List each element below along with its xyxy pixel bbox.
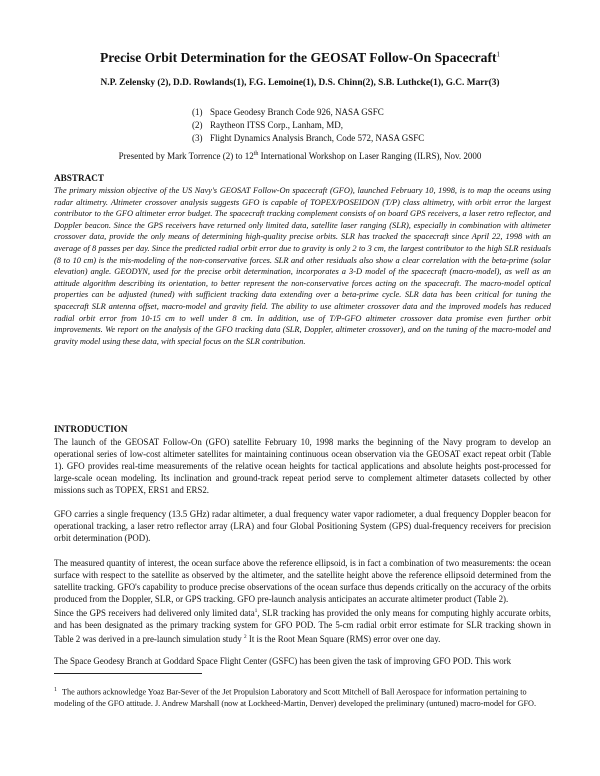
footnote-reference: 1 bbox=[254, 608, 258, 614]
paragraph: GFO carries a single frequency (13.5 GHz) radar altimeter, a dual frequency water vapor radiometer, a dual frequency Doppler beacon for operational tracking, a laser retro reflector array (LRA) and four Global Positioning System (GPS) dual-frequency receivers for precision orbit determination (POD). bbox=[54, 509, 551, 544]
affiliation-number: (3) bbox=[192, 133, 203, 143]
footnote-mark: 1 bbox=[54, 687, 57, 693]
paragraph: The launch of the GEOSAT Follow-On (GFO) satellite February 10, 1998 marks the beginning of the Navy program to develop an operational series of low-cost altimeter satellites for maintaining continuous ocean observation via the GEOSAT exact repeat orbit (Table 1). GFO provides real-time measurements of the relative ocean heights for tactical applications and absolute heights post-processed for large-scale ocean modeling. Its inclination and ground-track repeat period serve to complement altimeter datasets collected by other missions such as TOPEX, ERS1 and ERS2. bbox=[54, 437, 551, 496]
paragraph: The measured quantity of interest, the ocean surface above the reference ellipsoid, is in fact a combination of two measurements: the ocean surface with respect to the satellite as observed by the altimeter, and the satellite height above the reference ellipsoid determined from the satellite tracking. GFO's capability to produce precise observations of the ocean surface thus depends critically on the accuracy of the orbits produced from the Doppler, SLR, or GPS tracking. GFO pre-launch analysis anticipates an accurate altimeter product (Table 2). bbox=[54, 558, 551, 605]
footnote-text: The authors acknowledge Yoaz Bar-Sever of the Jet Propulsion Laboratory and Scott Mitchell of Ball Aerospace for information pertaining to modeling of the GFO attitude. J. Andrew Marshall (now at Lockheed-Martin, Denver) developed the preliminary (untuned) macro-model for GFO. bbox=[54, 687, 537, 709]
affiliation-item bbox=[192, 106, 424, 119]
paper-title-text: Precise Orbit Determination for the GEOSAT Follow-On Spacecraft bbox=[99, 50, 497, 65]
title-footnote-mark: 1 bbox=[496, 50, 501, 59]
affiliation-text: Raytheon ITSS Corp., Lanham, MD, bbox=[210, 120, 343, 130]
presentation-note-before: Presented by Mark Torrence (2) to 12 bbox=[118, 151, 254, 161]
presentation-note-sup: th bbox=[253, 151, 259, 157]
paragraph: The Space Geodesy Branch at Goddard Space Flight Center (GSFC) has been given the task of improving GFO POD. This work bbox=[54, 656, 512, 666]
affiliation-text: Flight Dynamics Analysis Branch, Code 572, NASA GSFC bbox=[210, 133, 425, 143]
paragraph-text: , SLR tracking has provided the only means for computing highly accurate orbits, and has been designated as the primary tracking system for GFO POD. The 5-cm radial orbit error estimate for SLR tracking shown in Table 2 was derived in a pre-launch simulation study bbox=[54, 607, 551, 645]
abstract-body: The primary mission objective of the US Navy's GEOSAT Follow-On spacecraft (GFO), launched February 10, 1998, is to map the oceans using radar altimetry. Altimeter crossover analysis suggests GFO is capable of TOPEX/POSEIDON (T/P) class altimetry, with orbit error the largest contributor to the GFO altimeter error budget. The spacecraft tracking complement consists of on board GPS receivers, a laser retro reflector, and Doppler beacon. Since the GPS receivers have returned only limited data, satellite laser ranging (SLR), especially in combination with altimeter crossover data, provide the only means of determining high-quality precise orbits. SLR has tracked the spacecraft since April 22, 1998 with an average of 8 passes per day. Since the predicted radial orbit error due to gravity is only 2 to 3 cm, the largest contributor to the high SLR residuals (8 to 10 cm) is the mis-modeling of the non-conservative forces. SLR and other residuals also show a clear correlation with the beta-prime (solar elevation) angle. GEODYN, used for the precise orbit determination, incorporates a 3-D model of the spacecraft (macro-model), as well as an attitude algorithm describing its orientation, to better represent the non-conservative forces acting on the spacecraft. The macro-model optical properties can be adjusted (tuned) with sufficient tracking data extending over a beta-prime cycle. SLR data has been critical for tuning the spacecraft SLR antenna offset, macro-model and gravity field. The ability to use altimeter crossover data and the improved models has reduced radial orbit error from 10-15 cm to well under 8 cm. In addition, use of T/P-GFO altimeter crossover data promise even further orbit improvements. We report on the analysis of the GFO tracking data (SLR, Doppler, altimeter crossover), and on the tuning of the macro-model and gravity model using these data, with special focus on the SLR contribution. bbox=[54, 186, 551, 346]
presentation-note-after: International Workshop on Laser Ranging (ILRS), Nov. 2000 bbox=[258, 151, 482, 161]
paragraph-text: Since the GPS receivers had delivered only limited data bbox=[54, 607, 255, 618]
introduction-heading: INTRODUCTION bbox=[54, 424, 128, 434]
paragraph bbox=[54, 605, 551, 645]
affiliation-item bbox=[192, 119, 424, 132]
abstract-heading: ABSTRACT bbox=[54, 173, 105, 183]
author-list: N.P. Zelensky (2), D.D. Rowlands(1), F.G. Lemoine(1), D.S. Chinn(2), S.B. Luthcke(1), G.C. Marr(3) bbox=[100, 78, 500, 88]
affiliation-text: Space Geodesy Branch Code 926, NASA GSFC bbox=[210, 107, 384, 117]
citation-reference: 2 bbox=[243, 634, 247, 641]
presentation-note bbox=[0, 151, 600, 161]
affiliation-number: (1) bbox=[192, 107, 203, 117]
affiliation-list bbox=[192, 106, 424, 145]
affiliation-number: (2) bbox=[192, 120, 203, 130]
paper-title bbox=[0, 50, 600, 66]
footnote-divider bbox=[54, 673, 202, 674]
paragraph-text: It is the Root Mean Square (RMS) error over one day. bbox=[246, 634, 441, 645]
footnote bbox=[54, 685, 551, 710]
affiliation-item bbox=[192, 132, 424, 145]
